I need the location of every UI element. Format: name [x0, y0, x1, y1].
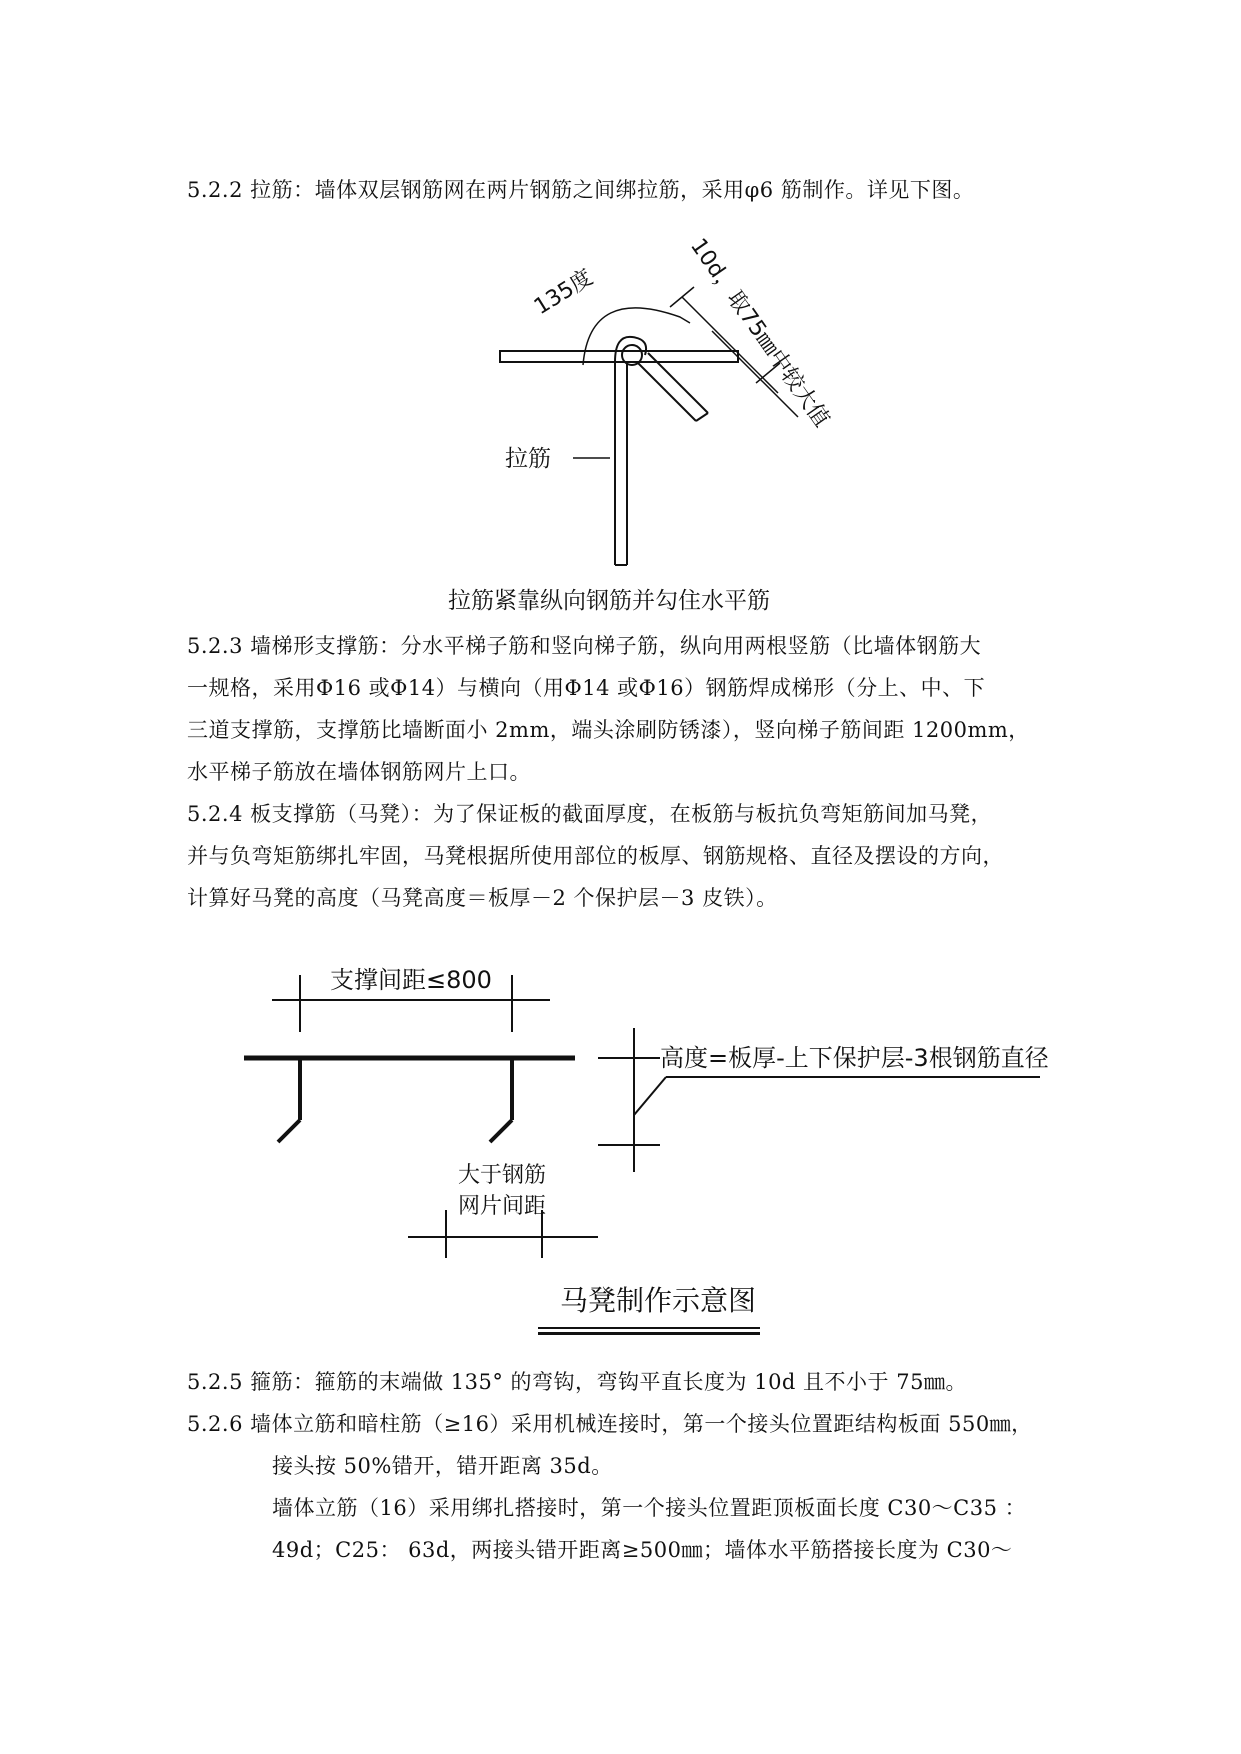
figure2-caption: 马凳制作示意图 [560, 1284, 757, 1317]
angle-arc [583, 308, 690, 365]
paragraph-5-2-6-line4: 49d；C25： 63d，两接头错开距离≥500㎜；墙体水平筋搭接长度为 C30～ [272, 1538, 1013, 1562]
paragraph-5-2-5: 5.2.5 箍筋：箍筋的末端做 135° 的弯钩，弯钩平直长度为 10d 且不小于 75㎜。 [187, 1370, 967, 1394]
gap-label-line2: 网片间距 [458, 1194, 547, 1219]
paragraph-5-2-4-line1: 5.2.4 板支撑筋（马凳）：为了保证板的截面厚度，在板筋与板抗负弯矩筋间加马凳， [187, 802, 993, 826]
horizontal-rebar [500, 351, 738, 362]
paragraph-5-2-4-line2: 并与负弯矩筋绑扎牢固，马凳根据所使用部位的板厚、钢筋规格、直径及摆设的方向， [187, 844, 1004, 868]
tie-bar-diagram [480, 225, 900, 580]
paragraph-5-2-6-line2: 接头按 50%错开，错开距离 35d。 [272, 1454, 613, 1478]
angle-label: 135度 [529, 264, 598, 321]
paragraph-5-2-3-line4: 水平梯子筋放在墙体钢筋网片上口。 [187, 760, 531, 784]
height-label: 高度=板厚-上下保护层-3根钢筋直径 [660, 1044, 1049, 1072]
stool-diagram [230, 940, 1050, 1335]
paragraph-5-2-3-line3: 三道支撑筋，支撑筋比墙断面小 2mm，端头涂刷防锈漆），竖向梯子筋间距 1200mm， [187, 718, 1030, 742]
gap-label-line1: 大于钢筋 [458, 1163, 547, 1188]
paragraph-5-2-6-line3: 墙体立筋（16）采用绑扎搭接时，第一个接头位置距顶板面长度 C30～C35 ： [272, 1496, 1027, 1520]
length-label: 10d，取75㎜中较大值 [685, 234, 835, 432]
paragraph-5-2-2: 5.2.2 拉筋：墙体双层钢筋网在两片钢筋之间绑拉筋，采用φ6 筋制作。详见下图。 [187, 178, 975, 202]
paragraph-5-2-4-line3: 计算好马凳的高度（马凳高度＝板厚－2 个保护层－3 皮铁）。 [187, 886, 778, 910]
tie-bar-label: 拉筋 [505, 446, 551, 472]
paragraph-5-2-3-line2: 一规格，采用Φ16 或Φ14）与横向（用Φ14 或Φ16）钢筋焊成梯形（分上、中、下 [187, 676, 986, 700]
figure1-caption: 拉筋紧靠纵向钢筋并勾住水平筋 [448, 588, 770, 614]
paragraph-5-2-3-line1: 5.2.3 墙梯形支撑筋：分水平梯子筋和竖向梯子筋，纵向用两根竖筋（比墙体钢筋大 [187, 634, 982, 658]
paragraph-5-2-6-line1: 5.2.6 墙体立筋和暗柱筋（≥16）采用机械连接时，第一个接头位置距结构板面 550㎜， [187, 1412, 1033, 1436]
spacing-label: 支撑间距≤800 [330, 966, 492, 994]
